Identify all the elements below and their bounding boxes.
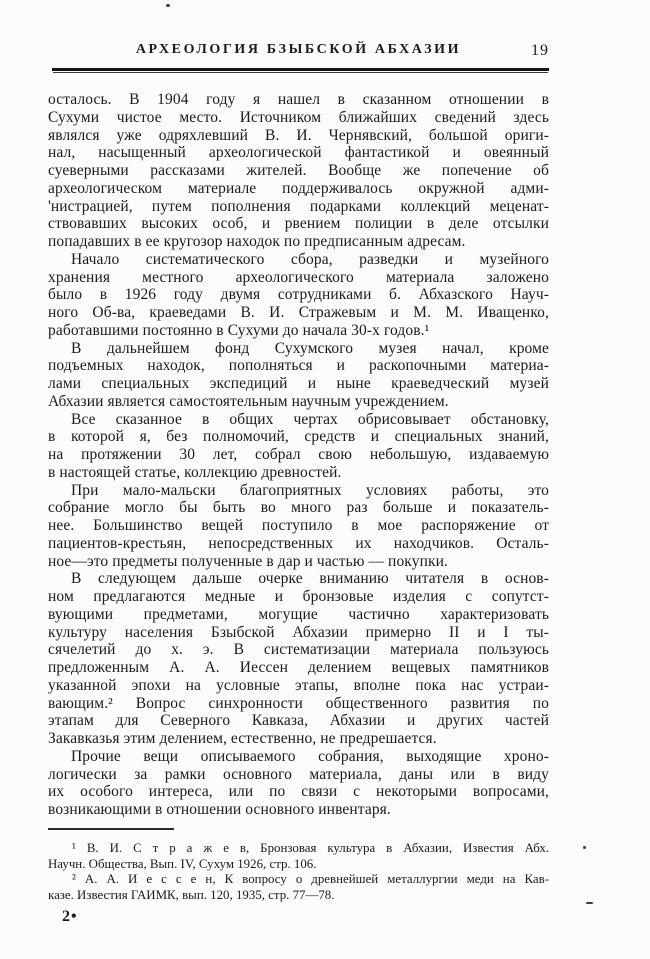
paragraph (48, 411, 549, 482)
header-rule (52, 68, 549, 72)
text-line: Научн. Общества, Вып. IV, Сухум 1926, стр. 106. (48, 856, 317, 871)
text-line: ² А. А. И е с с е н, К вопросу о древнейшей металлургии меди на Кав- (72, 872, 549, 887)
text-line: осталось. В 1904 году я нашел в сказанном отношении в (48, 91, 549, 108)
text-line: казе. Известия ГАИМК, вып. 120, 1935, стр. 77—78. (48, 888, 335, 903)
text-line: попадавших в ее кругозор находок по предписанным адресам. (48, 233, 466, 250)
text-line: указанной эпохи на условные этапы, вполне пока нас устраи- (48, 676, 549, 694)
text-line: 'нистрацией, путем пополнения подарками коллекций меценат- (48, 197, 549, 215)
text-line: Все сказанное в общих чертах обрисовывает обстановку, (71, 410, 549, 428)
text-line: В следующем дальше очерке вниманию читателя в основ- (71, 570, 549, 588)
text-line: Закавказья этим делением, естественно, не предрешается. (48, 730, 437, 747)
text-line: являлся уже одряхлевший В. И. Чернявский, большой ориги- (48, 126, 549, 144)
text-line: нал, насыщенный археологической фантастикой и овеянный (48, 144, 549, 162)
text-line: ном предлагаются медные и бронзовые изделия с сопутст- (48, 588, 549, 605)
scan-speck (583, 846, 586, 849)
text-line: их особого интереса, или по связи с некоторыми вопросами, (48, 783, 549, 801)
text-line: археологическом материале поддерживалось окружной адми- (48, 179, 549, 197)
text-line: ного Об-ва, краеведами В. И. Стражевым и М. М. Иващенко, (48, 304, 549, 321)
text-line: пациентов-крестьян, непосредственных их находчиков. Осталь- (48, 534, 549, 552)
text-line: Начало систематического сбора, разведки и музейного (71, 250, 549, 268)
paragraph (48, 251, 549, 340)
text-line: Прочие вещи описываемого собрания, выходящие хроно- (71, 747, 549, 765)
text-line: Абхазии является самостоятельным научным учреждением. (48, 392, 449, 410)
footnote-rule (48, 828, 174, 830)
text-line: сячелетий до х. э. В систематизации материала пользуюсь (48, 641, 549, 659)
text-line: Сухуми чистое место. Источником ближайших сведений здесь (48, 108, 549, 126)
text-line: В дальнейшем фонд Сухумского музея начал, кроме (71, 339, 549, 357)
text-line: возникающими в отношении основного инвентаря. (48, 801, 391, 818)
paragraph (48, 570, 549, 748)
body-text (48, 91, 549, 819)
footnote (48, 872, 549, 903)
text-line: культуру населения Бзыбской Абхазии примерно II и I ты- (48, 623, 549, 641)
scan-speck (166, 4, 170, 7)
page-header-title: АРХЕОЛОГИЯ БЗЫБСКОЙ АБХАЗИИ (135, 42, 462, 57)
text-line: логически за рамки основного материала, даны или в виду (48, 765, 549, 783)
text-line: ное—это предметы полученные в дар и частью — покупки. (48, 552, 448, 570)
text-line: вующими предметами, могущие частично характеризовать (48, 605, 549, 623)
text-line: суеверными рассказами жителей. Вообще же попечение об (48, 162, 549, 179)
signature-mark: 2• (62, 908, 78, 925)
footnote (48, 841, 549, 872)
text-line: При мало-мальски благоприятных условиях работы, это (71, 481, 549, 499)
paragraph (48, 340, 549, 411)
paragraph (48, 482, 549, 571)
text-line: работавшими постоянно в Сухуми до начала 30-х годов.¹ (48, 321, 430, 339)
paragraph (48, 91, 549, 251)
paragraph (48, 748, 549, 819)
running-header (48, 42, 549, 64)
text-line: в которой я, без полномочий, средств и специальных знаний, (48, 428, 549, 446)
text-line: нее. Большинство вещей поступило в мое распоряжение от (48, 517, 549, 534)
scan-speck (586, 902, 593, 904)
text-line: лами специальных экспедиций и ныне краеведческий музей (48, 375, 549, 392)
text-line: было в 1926 году двумя сотрудниками б. Абхазского Науч- (48, 286, 549, 304)
text-line: собрание могло бы быть во много раз больше и показатель- (48, 499, 549, 517)
text-line: подъемных находок, пополняться и раскопочными материа- (48, 357, 549, 375)
page-number: 19 (531, 42, 549, 59)
text-line: на протяжении 30 лет, собрал свою небольшую, издаваемую (48, 446, 549, 463)
text-line: ствовавших высоких особ, и рвением полиции в деле отсылки (48, 215, 549, 233)
text-line: хранения местного археологического материала заложено (48, 268, 549, 286)
text-line: в настоящей статье, коллекцию древностей. (48, 463, 342, 481)
text-line: этапам для Северного Кавказа, Абхазии и других частей (48, 712, 549, 730)
text-line: ¹ В. И. С т р а ж е в, Бронзовая культура в Абхазии, Известия Абх. (72, 841, 549, 855)
footnotes (48, 841, 549, 904)
text-line: вающим.² Вопрос синхронности общественного развития по (48, 694, 549, 712)
text-line: предложенным А. А. Иессен делением вещевых памятников (48, 659, 549, 676)
